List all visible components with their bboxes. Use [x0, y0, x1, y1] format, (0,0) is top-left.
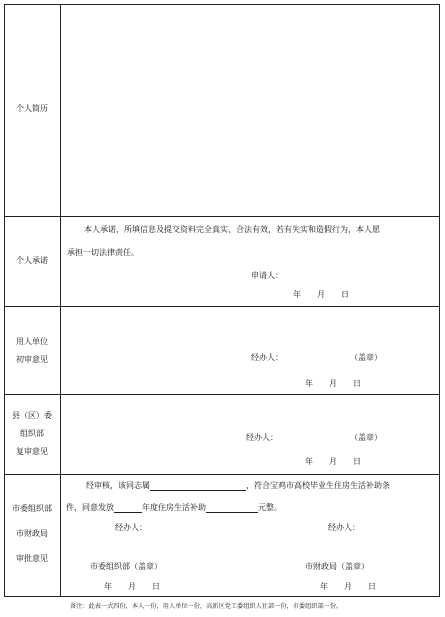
approval-text: 元整。 [258, 503, 282, 512]
pledge-date: 年 月 日 [293, 290, 349, 299]
employer-date: 年 月 日 [305, 379, 361, 388]
table-border-top [4, 4, 440, 5]
organization-date: 年 月 日 [104, 582, 160, 591]
pledge-label: 个人承诺 [16, 256, 48, 265]
finance-dept-seal: 市财政局（盖章） [305, 562, 369, 571]
table-border-right [439, 4, 440, 597]
city-label-line1: 市委组织部 [12, 504, 52, 513]
county-label-line2: 组织部 [20, 429, 44, 438]
finance-handler: 经办人： [328, 523, 360, 532]
county-label-line1: 县（区）委 [12, 411, 52, 420]
county-label-line3: 复审意见 [16, 447, 48, 456]
approval-line1 [86, 480, 390, 491]
approval-text: 年度住房生活补助 [142, 503, 206, 512]
application-form-table [4, 4, 440, 597]
county-handler: 经办人： [246, 433, 278, 442]
row-divider [4, 216, 440, 217]
city-label-line2: 市财政局 [16, 529, 48, 538]
employer-handler: 经办人： [251, 353, 283, 362]
organization-dept-seal: 市委组织部（盖章） [90, 562, 162, 571]
resume-label: 个人简历 [16, 104, 48, 113]
year-blank[interactable] [114, 503, 142, 513]
resume-field[interactable] [62, 6, 438, 214]
table-border-bottom [4, 596, 440, 597]
applicant-label: 申请人： [251, 271, 283, 280]
pledge-text-line1: 本人承诺，所填信息及提交资料完全真实、合法有效，若有失实和造假行为，本人愿 [84, 225, 380, 234]
employer-label-line1: 用人单位 [16, 337, 48, 346]
row-divider [4, 394, 440, 395]
category-blank[interactable] [150, 481, 246, 491]
finance-date: 年 月 日 [320, 582, 376, 591]
footnote: 备注：此表一式四份，本人一份，用人单位一份，高新区党工委组织人社部一份，市委组织部一份。 [70, 603, 343, 610]
organization-handler: 经办人： [115, 523, 147, 532]
approval-text: ，符合宝鸡市高校毕业生住房生活补助条 [246, 481, 390, 490]
pledge-text-line2: 承担一切法律责任。 [67, 248, 139, 257]
city-label-line3: 审批意见 [16, 554, 48, 563]
amount-blank[interactable] [206, 503, 258, 513]
row-divider [4, 474, 440, 475]
approval-text: 件，同意发放 [66, 503, 114, 512]
approval-line2 [66, 502, 282, 513]
employer-seal: （盖章） [350, 353, 382, 362]
county-date: 年 月 日 [305, 457, 361, 466]
column-divider [60, 4, 61, 597]
county-seal: （盖章） [350, 433, 382, 442]
employer-label-line2: 初审意见 [16, 355, 48, 364]
row-divider [4, 306, 440, 307]
approval-text: 经审核，该同志属 [86, 481, 150, 490]
